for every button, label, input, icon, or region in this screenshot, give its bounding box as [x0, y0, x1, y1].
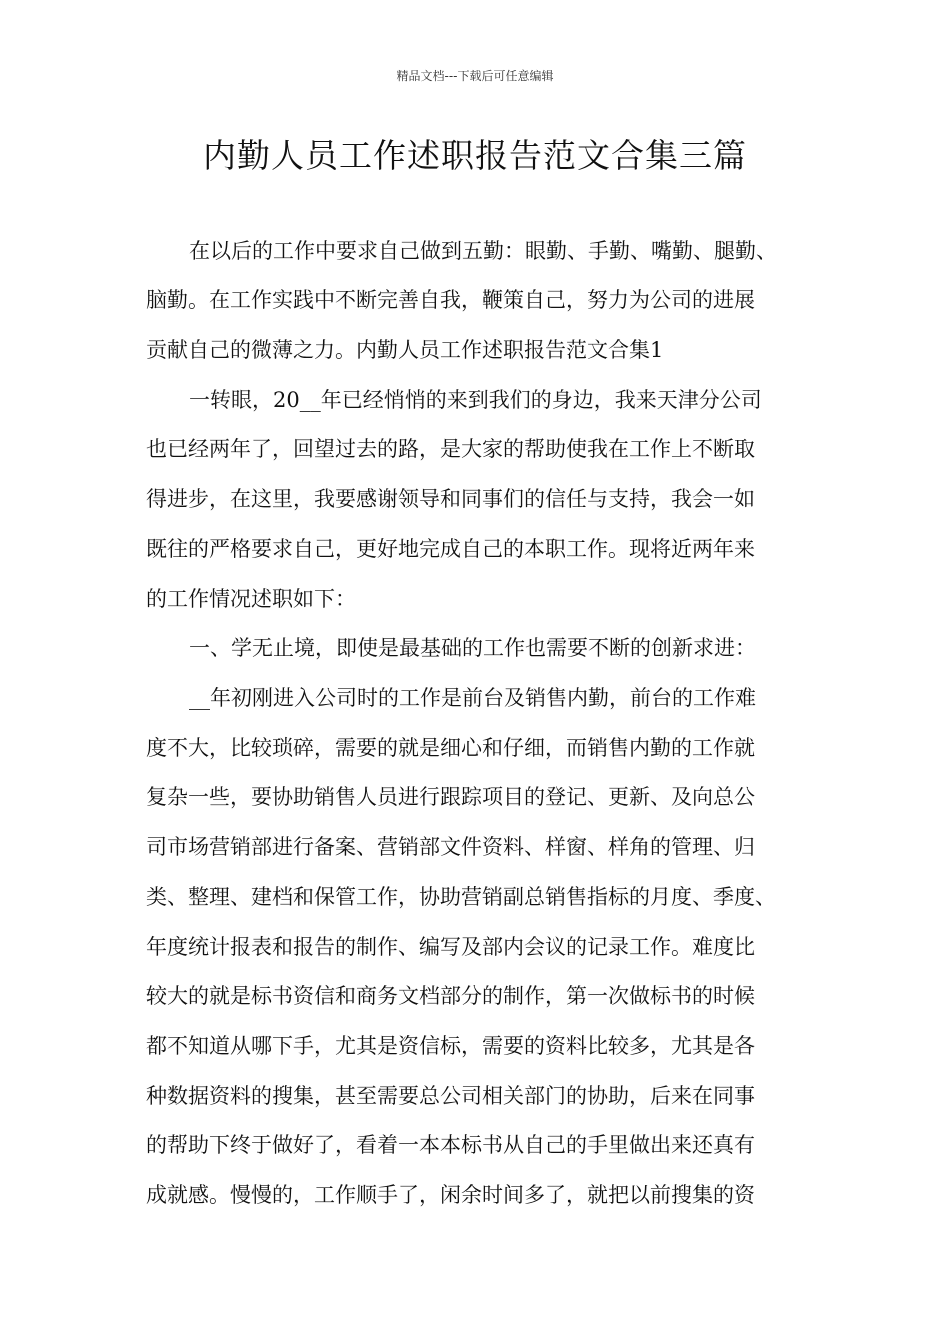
paragraph-line: 在以后的工作中要求自己做到五勤：眼勤、手勤、嘴勤、腿勤、: [189, 239, 777, 263]
document-title: 内勤人员工作述职报告范文合集三篇: [203, 136, 747, 175]
paragraph-line: 较大的就是标书资信和商务文档部分的制作，第一次做标书的时候: [146, 984, 755, 1008]
paragraph-line: 种数据资料的搜集，甚至需要总公司相关部门的协助，后来在同事: [146, 1084, 755, 1108]
paragraph-line: 复杂一些，要协助销售人员进行跟踪项目的登记、更新、及向总公: [146, 785, 755, 809]
paragraph-line: 贡献自己的微薄之力。内勤人员工作述职报告范文合集1: [146, 338, 664, 362]
paragraph-line: 成就感。慢慢的，工作顺手了，闲余时间多了，就把以前搜集的资: [146, 1183, 755, 1207]
paragraph-line: 脑勤。在工作实践中不断完善自我，鞭策自己，努力为公司的进展: [146, 288, 755, 312]
paragraph-line: __年初刚进入公司时的工作是前台及销售内勤，前台的工作难: [189, 686, 756, 710]
paragraph-line: 的工作情况述职如下：: [146, 587, 356, 611]
paragraph-line: 司市场营销部进行备案、营销部文件资料、样窗、样角的管理、归: [146, 835, 755, 859]
paragraph-line: 年度统计报表和报告的制作、编写及部内会议的记录工作。难度比: [146, 935, 755, 959]
paragraph-line: 度不大，比较琐碎，需要的就是细心和仔细，而销售内勤的工作就: [146, 736, 755, 760]
paragraph-line: 类、整理、建档和保管工作，协助营销副总销售指标的月度、季度、: [146, 885, 776, 909]
paragraph-line: 都不知道从哪下手，尤其是资信标，需要的资料比较多，尤其是各: [146, 1034, 755, 1058]
section-heading: 一、学无止境，即使是最基础的工作也需要不断的创新求进：: [189, 636, 756, 660]
paragraph-line: 一转眼，20__年已经悄悄的来到我们的身边，我来天津分公司: [189, 388, 762, 412]
paragraph-line: 也已经两年了，回望过去的路，是大家的帮助使我在工作上不断取: [146, 437, 755, 461]
paragraph-line: 得进步，在这里，我要感谢领导和同事们的信任与支持，我会一如: [146, 487, 755, 511]
paragraph-line: 既往的严格要求自己，更好地完成自己的本职工作。现将近两年来: [146, 537, 755, 561]
paragraph-line: 的帮助下终于做好了，看着一本本标书从自己的手里做出来还真有: [146, 1133, 755, 1157]
header-note: 精品文档---下载后可任意编辑: [396, 69, 554, 83]
